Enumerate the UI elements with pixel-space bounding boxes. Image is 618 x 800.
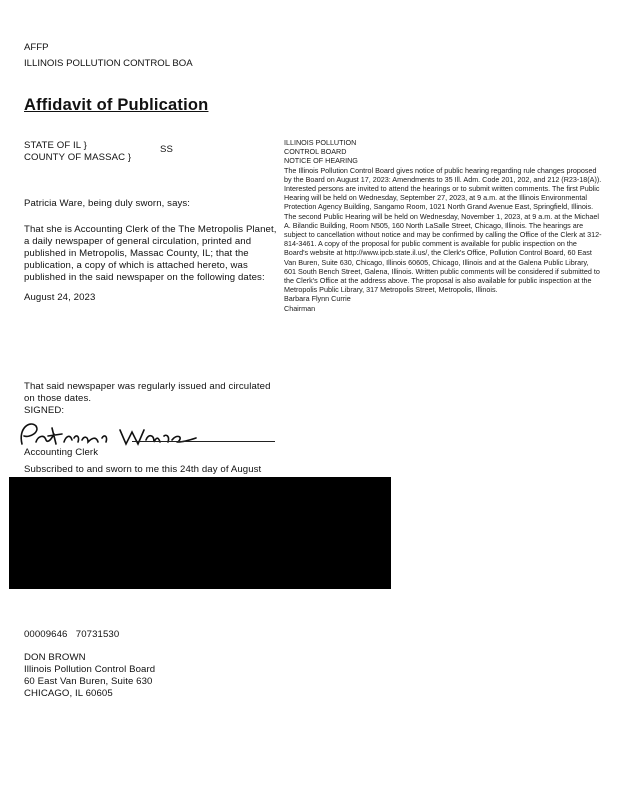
statement-line: published in the said newspaper on the following dates: xyxy=(24,272,265,283)
statement-line: published in Metropolis, Massac County, IL; that the xyxy=(24,248,249,259)
subscribed-statement: Subscribed to and sworn to me this 24th day of August xyxy=(24,464,262,475)
address-line: Illinois Pollution Control Board xyxy=(24,664,156,675)
clerk-statement xyxy=(24,224,284,284)
statement-line: publication, a copy of which is attached hereto, was xyxy=(24,260,248,271)
venue-state: STATE OF IL } xyxy=(24,140,87,151)
mailing-address xyxy=(24,652,155,700)
statement-line: a daily newspaper of general circulation, printed and xyxy=(24,236,252,247)
notice-signer-title: Chairman xyxy=(284,303,316,313)
signature-line xyxy=(132,441,275,442)
notice-signer: Barbara Flynn Currie xyxy=(284,294,351,304)
circulation-statement xyxy=(24,381,271,405)
address-line: CHICAGO, IL 60605 xyxy=(24,688,113,699)
venue-county: COUNTY OF MASSAC } xyxy=(24,152,132,163)
issued-line: That said newspaper was regularly issued and circulated xyxy=(24,381,271,392)
publication-date: August 24, 2023 xyxy=(24,292,96,303)
notice-heading-line: NOTICE OF HEARING xyxy=(284,156,358,166)
notice-heading-line: CONTROL BOARD xyxy=(284,147,347,157)
address-line: DON BROWN xyxy=(24,652,86,663)
account-numbers: 00009646 70731530 xyxy=(24,629,120,640)
statement-line: That she is Accounting Clerk of the The Metropolis Planet, xyxy=(24,224,277,235)
redacted-area xyxy=(9,477,391,589)
page-title: Affidavit of Publication xyxy=(24,96,209,114)
notice-body: The Illinois Pollution Control Board gives notice of public hearing regarding rule changes proposed by the Board on August 17, 2023: Amendments to 35 Ill. Adm. Code 201, 202, and 212 (R23-18(A)). Interested persons are invited to attend the hearings or to submit written comments. The first Public Hearing will be held on Wednesday, September 27, 2023, at 9 a.m. at the Illinois Environmental Protection Agency Building, Sangamo Room, 1021 North Grand Avenue East, Springfield, Illinois. The second Public Hearing will be held on Wednesday, November 1, 2023, at 9 a.m. at the Michael A. Bilandic Building, Room N505, 160 North LaSalle Street, Chicago, Illinois. The hearings are subject to cancellation without notice and may be confirmed by calling the Office of the Clerk at 312-814-3461. A copy of the proposal for public comment is available for public inspection on the Board's website at http://www.ipcb.state.il.us/, the Clerk's Office, Pollution Control Board, 60 East Van Buren, Suite 630, Chicago, Illinois 60605, Chicago, Illinois and at the Galena Public Library, 601 South Bench Street, Galena, Illinois. Written public comments will be considered if submitted to the Clerk's Office at the address above. The proposal is also available for public inspection at the Metropolis Public Library, 317 Metropolis Street, Metropolis, Illinois. xyxy=(284,165,602,295)
signed-label: SIGNED: xyxy=(24,405,65,416)
address-line: 60 East Van Buren, Suite 630 xyxy=(24,676,153,687)
sworn-statement: Patricia Ware, being duly sworn, says: xyxy=(24,198,191,209)
legal-notice xyxy=(284,138,602,313)
notice-heading-line: ILLINOIS POLLUTION xyxy=(284,138,357,147)
issued-line: on those dates. xyxy=(24,393,92,404)
header-code: AFFP xyxy=(24,42,49,53)
venue-ss: SS xyxy=(160,144,173,155)
header-organization: ILLINOIS POLLUTION CONTROL BOA xyxy=(24,58,193,69)
signer-title: Accounting Clerk xyxy=(24,447,99,458)
